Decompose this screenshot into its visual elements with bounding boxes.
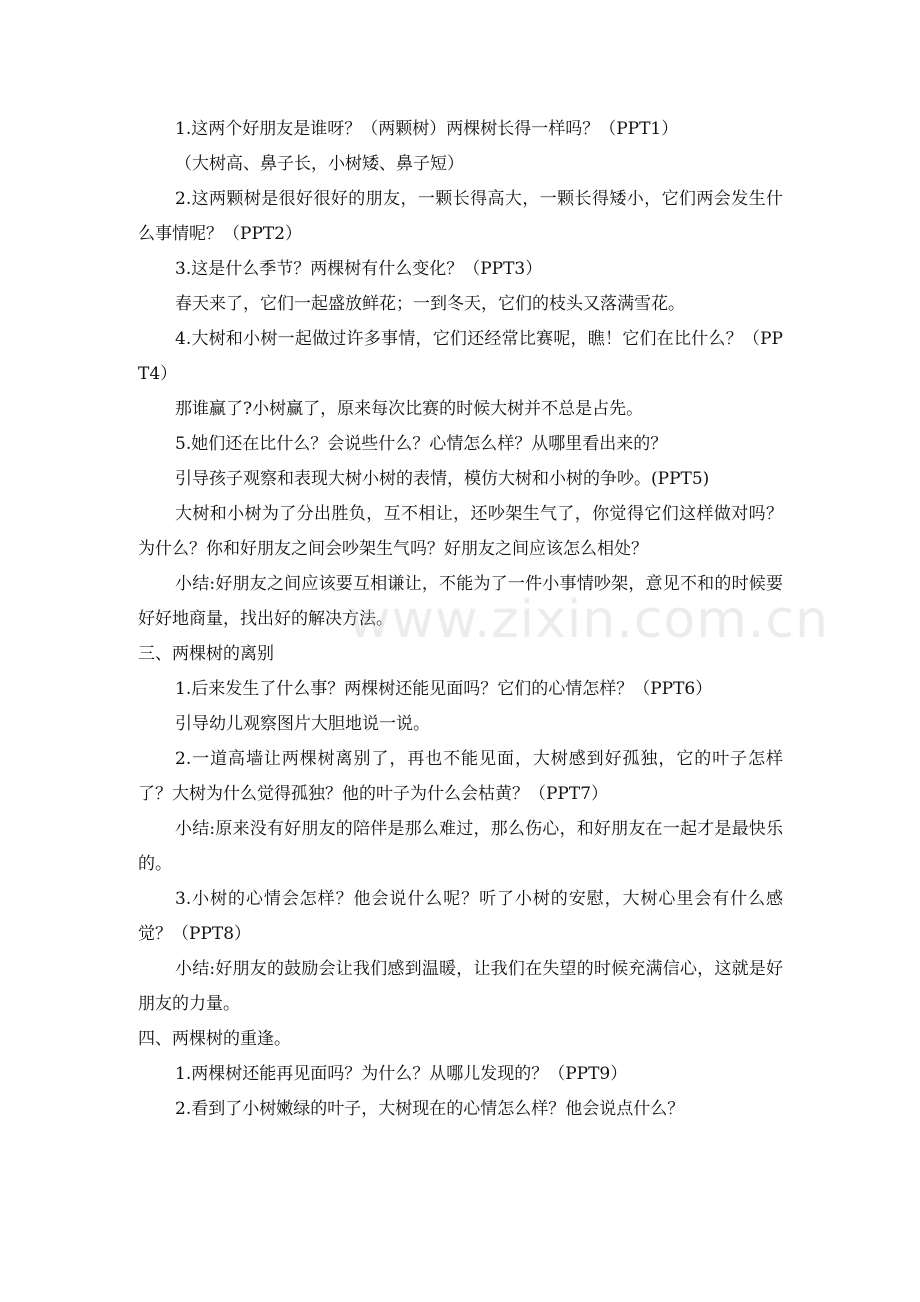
paragraph-guide-5: 引导孩子观察和表现大树小树的表情，模仿大树和小树的争吵。(PPT5) [175,469,710,489]
paragraph-s3-q1: 1.后来发生了什么事？两棵树还能见面吗？它们的心情怎样？（PPT6） [175,679,713,699]
section-heading-4: 四、两棵树的重逢。 [138,1029,291,1049]
paragraph-q5: 5.她们还在比什么？会说些什么？心情怎么样？从哪里看出来的？ [175,434,668,454]
paragraph-summary-2: 小结:原来没有好朋友的陪伴是那么难过，那么伤心，和好朋友在一起才是最快乐的。 [138,819,783,874]
paragraph-a4: 那谁赢了?小树赢了，原来每次比赛的时候大树并不总是占先。 [175,399,644,419]
paragraph-a1: （大树高、鼻子长，小树矮、鼻子短） [175,154,464,174]
watermark: www.zixin.com.cn [348,590,829,650]
section-heading-3: 三、两棵树的离别 [138,644,274,664]
paragraph-q3: 3.这是什么季节？两棵树有什么变化？（PPT3） [175,259,543,279]
paragraph-s3-q2: 2.一道高墙让两棵树离别了，再也不能见面，大树感到好孤独，它的叶子怎样了？大树为什么觉得孤独？他的叶子为什么会枯黄？（PPT7） [138,749,783,804]
paragraph-discussion: 大树和小树为了分出胜负，互不相让，还吵架生气了，你觉得它们这样做对吗？为什么？你和好朋友之间会吵架生气吗？好朋友之间应该怎么相处？ [138,504,783,559]
paragraph-q4: 4.大树和小树一起做过许多事情，它们还经常比赛呢，瞧！它们在比什么？（PPT4） [138,329,783,384]
paragraph-s3-q3: 3.小树的心情会怎样？他会说什么呢？听了小树的安慰，大树心里会有什么感觉？（PPT8） [138,889,783,944]
paragraph-summary-1: 小结:好朋友之间应该要互相谦让，不能为了一件小事情吵架，意见不和的时候要好好地商量，找出好的解决方法。 [138,574,783,629]
document-body [138,112,783,1127]
paragraph-a3: 春天来了，它们一起盛放鲜花；一到冬天，它们的枝头又落满雪花。 [175,294,685,314]
paragraph-q1: 1.这两个好朋友是谁呀？（两颗树）两棵树长得一样吗？（PPT1） [175,119,679,139]
paragraph-s3-guide: 引导幼儿观察图片大胆地说一说。 [175,714,430,734]
paragraph-s4-q1: 1.两棵树还能再见面吗？为什么？从哪儿发现的？（PPT9） [175,1064,628,1084]
paragraph-s4-q2: 2.看到了小树嫩绿的叶子，大树现在的心情怎么样？他会说点什么？ [175,1099,685,1119]
paragraph-q2: 2.这两颗树是很好很好的朋友，一颗长得高大，一颗长得矮小，它们两会发生什么事情呢？（PPT2） [138,189,783,244]
paragraph-summary-3: 小结:好朋友的鼓励会让我们感到温暖，让我们在失望的时候充满信心，这就是好朋友的力量。 [138,959,783,1014]
